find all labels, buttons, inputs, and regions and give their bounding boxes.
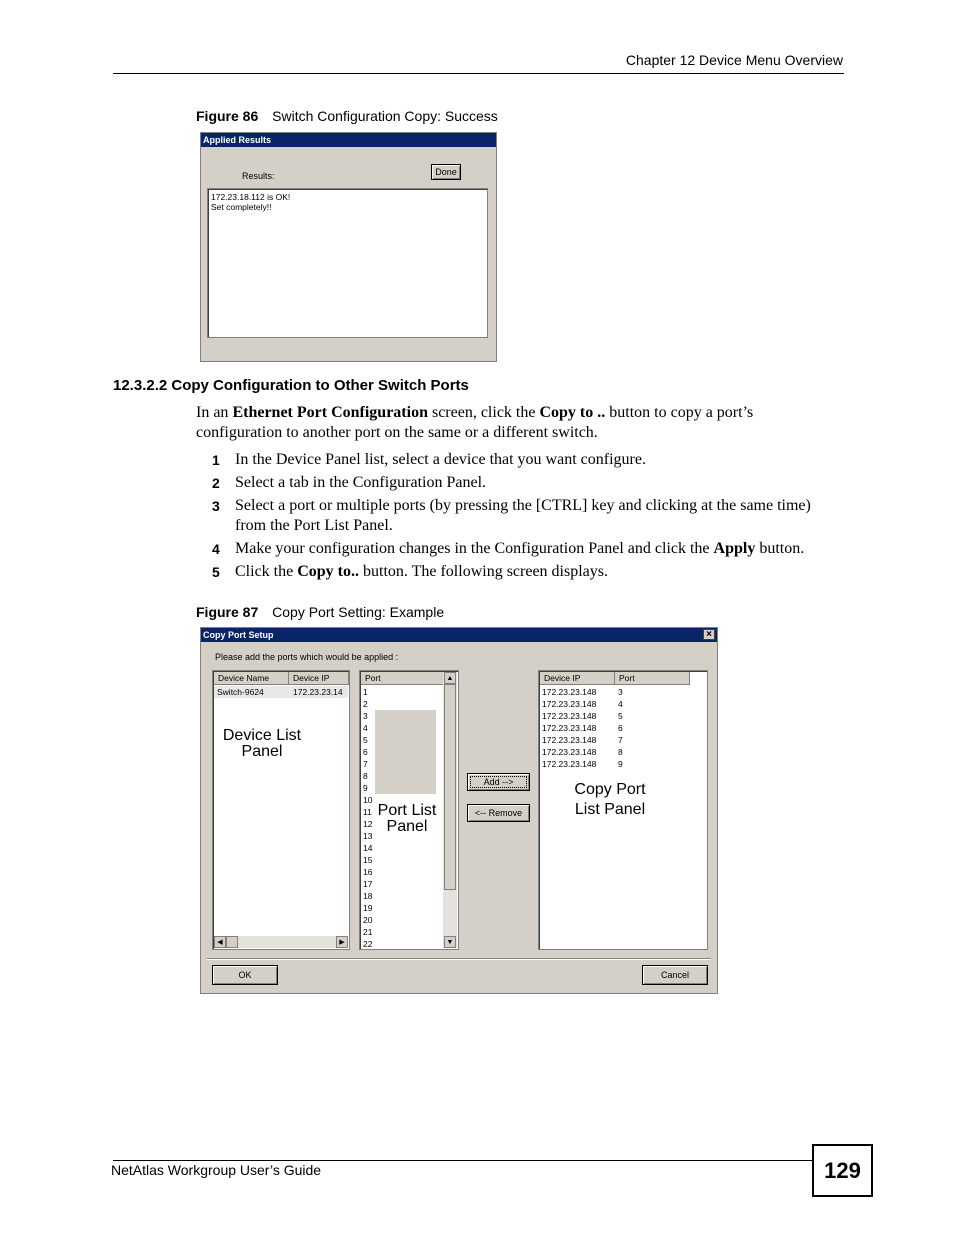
port-row[interactable]: 22 — [363, 939, 373, 949]
remove-button[interactable]: <-- Remove — [467, 804, 530, 822]
step-item — [212, 562, 852, 582]
port-vscrollbar[interactable] — [443, 672, 457, 948]
step-text — [235, 539, 804, 559]
copy-row[interactable] — [542, 686, 623, 698]
col-copy-device-ip[interactable]: Device IP — [540, 672, 615, 685]
copy-row[interactable] — [542, 722, 623, 734]
step-number: 2 — [212, 475, 220, 491]
port-row[interactable]: 12 — [363, 819, 373, 829]
copy-row[interactable] — [542, 734, 623, 746]
scroll-thumb[interactable] — [444, 684, 456, 890]
para-text: In an — [196, 404, 233, 421]
copy-ip-cell: 172.23.23.148 — [542, 711, 597, 721]
figure-87-label: Figure 87 — [196, 604, 259, 620]
copy-port-titlebar — [201, 628, 717, 642]
step-text: In the Device Panel list, select a device that you want configure. — [235, 451, 646, 468]
copy-port-cell: 9 — [618, 759, 623, 769]
copy-port-list-overlay — [557, 782, 663, 818]
close-icon[interactable]: × — [703, 629, 715, 640]
copy-port-list-panel[interactable] — [538, 670, 708, 950]
port-row[interactable]: 3 — [363, 711, 368, 721]
results-line: Set completely!! — [211, 202, 272, 212]
figure-86-label: Figure 86 — [196, 108, 259, 124]
port-rows — [363, 686, 372, 950]
copy-rows — [542, 686, 623, 770]
results-line: 172.23.18.112 is OK! — [211, 192, 291, 202]
results-label: Results: — [242, 171, 275, 181]
port-row[interactable]: 19 — [363, 903, 373, 913]
copy-ip-cell: 172.23.23.148 — [542, 747, 597, 757]
cancel-button[interactable]: Cancel — [642, 965, 708, 985]
overlay-line: Panel — [386, 818, 428, 835]
scroll-right-icon[interactable]: ▶ — [336, 936, 348, 948]
applied-results-window — [200, 132, 497, 362]
step-text-part: Make your configuration changes in the Configuration Panel and click the — [235, 540, 714, 557]
separator — [207, 958, 711, 960]
overlay-line: Copy Port — [574, 781, 646, 798]
done-button[interactable]: Done — [431, 164, 461, 180]
copy-port-cell: 8 — [618, 747, 623, 757]
step-bold: Apply — [713, 540, 756, 557]
step-item — [212, 496, 852, 536]
step-item — [212, 473, 852, 493]
copy-ip-cell: 172.23.23.148 — [542, 735, 597, 745]
copy-port-cell: 5 — [618, 711, 623, 721]
para-text: screen, click the — [427, 404, 540, 421]
step-number: 1 — [212, 452, 220, 468]
step-text: Select a port or multiple ports (by pressing the [CTRL] key and clicking at the same time) from the Port List Panel. — [235, 497, 811, 534]
port-row[interactable]: 18 — [363, 891, 373, 901]
port-row[interactable]: 7 — [363, 759, 368, 769]
step-number: 3 — [212, 498, 220, 514]
port-row[interactable]: 1 — [363, 687, 368, 697]
port-row[interactable]: 20 — [363, 915, 373, 925]
step-text-part: button. The following screen displays. — [359, 563, 608, 580]
ok-button[interactable]: OK — [212, 965, 278, 985]
header-rule — [113, 73, 844, 74]
chapter-header: Chapter 12 Device Menu Overview — [625, 52, 843, 68]
steps-list — [212, 450, 852, 585]
port-list-panel[interactable] — [359, 670, 459, 950]
port-row[interactable]: 2 — [363, 699, 368, 709]
copy-port-cell: 4 — [618, 699, 623, 709]
step-item — [212, 539, 852, 559]
para-bold: Ethernet Port Configuration — [232, 404, 428, 421]
step-item — [212, 450, 852, 470]
applied-results-titlebar: Applied Results — [201, 133, 496, 147]
device-name-cell: Switch-9624 — [217, 687, 264, 697]
step-number: 4 — [212, 541, 220, 557]
figure-87-caption — [196, 604, 444, 620]
port-row[interactable]: 11 — [363, 807, 372, 817]
copy-ip-cell: 172.23.23.148 — [542, 759, 597, 769]
step-number: 5 — [212, 564, 220, 580]
copy-row[interactable] — [542, 710, 623, 722]
copy-ip-cell: 172.23.23.148 — [542, 699, 597, 709]
copy-ip-cell: 172.23.23.148 — [542, 687, 597, 697]
device-hscrollbar[interactable] — [214, 936, 348, 948]
add-button[interactable]: Add --> — [467, 773, 530, 791]
results-textarea[interactable] — [207, 188, 488, 338]
section-heading: 12.3.2.2 Copy Configuration to Other Switch Ports — [113, 377, 469, 394]
port-row[interactable]: 16 — [363, 867, 373, 877]
step-text-part: button. — [755, 540, 805, 557]
col-port[interactable]: Port — [361, 672, 445, 685]
device-list-panel[interactable] — [212, 670, 350, 950]
copy-ip-cell: 172.23.23.148 — [542, 723, 597, 733]
col-copy-port[interactable]: Port — [615, 672, 690, 685]
copy-port-title: Copy Port Setup — [203, 630, 274, 640]
overlay-line: Device List — [222, 727, 302, 744]
copy-port-cell: 7 — [618, 735, 623, 745]
scroll-thumb[interactable] — [226, 936, 238, 948]
copy-row[interactable] — [542, 758, 623, 770]
overlay-line: List Panel — [574, 801, 646, 818]
col-device-ip[interactable]: Device IP — [289, 672, 349, 685]
step-text — [235, 562, 608, 582]
figure-86-caption — [196, 108, 498, 124]
port-row[interactable]: 5 — [363, 735, 368, 745]
port-row[interactable]: 13 — [363, 831, 373, 841]
col-device-name[interactable]: Device Name — [214, 672, 289, 685]
footer-rule — [113, 1160, 813, 1161]
port-row[interactable]: 4 — [363, 723, 368, 733]
port-list-overlay — [374, 803, 440, 835]
device-list-overlay — [213, 728, 311, 760]
para-text: button to copy a port’s configuration to another port on the same or a different switch. — [196, 404, 754, 441]
overlay-line: Panel — [241, 743, 283, 760]
port-row[interactable]: 8 — [363, 771, 368, 781]
figure-87-title: Copy Port Setting: Example — [272, 604, 445, 620]
copy-row[interactable] — [542, 746, 623, 758]
port-row[interactable]: 10 — [363, 795, 373, 805]
figure-86-title: Switch Configuration Copy: Success — [272, 108, 498, 124]
port-row[interactable]: 6 — [363, 747, 368, 757]
step-bold: Copy to.. — [297, 563, 359, 580]
copy-port-cell: 3 — [618, 687, 623, 697]
port-row[interactable]: 15 — [363, 855, 373, 865]
port-row[interactable]: 14 — [363, 843, 373, 853]
scroll-left-icon[interactable]: ◀ — [214, 936, 226, 948]
port-selection-highlight — [375, 710, 436, 794]
para-bold: Copy to .. — [539, 404, 606, 421]
step-text-part: Click the — [235, 563, 298, 580]
copy-row[interactable] — [542, 698, 623, 710]
port-row[interactable]: 9 — [363, 783, 368, 793]
port-row[interactable]: 21 — [363, 927, 373, 937]
scroll-down-icon[interactable]: ▼ — [444, 936, 456, 948]
instruction-text: Please add the ports which would be applied : — [215, 652, 399, 662]
overlay-line: Port List — [377, 802, 437, 819]
copy-port-cell: 6 — [618, 723, 623, 733]
page-number: 129 — [812, 1144, 873, 1197]
intro-paragraph — [196, 403, 816, 443]
guide-title: NetAtlas Workgroup User’s Guide — [111, 1162, 322, 1178]
step-text: Select a tab in the Configuration Panel. — [235, 474, 487, 491]
copy-port-setup-window — [200, 627, 718, 994]
device-row[interactable] — [214, 686, 348, 698]
scroll-up-icon[interactable]: ▲ — [444, 672, 456, 684]
device-ip-cell: 172.23.23.14 — [293, 687, 343, 697]
port-row[interactable]: 17 — [363, 879, 373, 889]
